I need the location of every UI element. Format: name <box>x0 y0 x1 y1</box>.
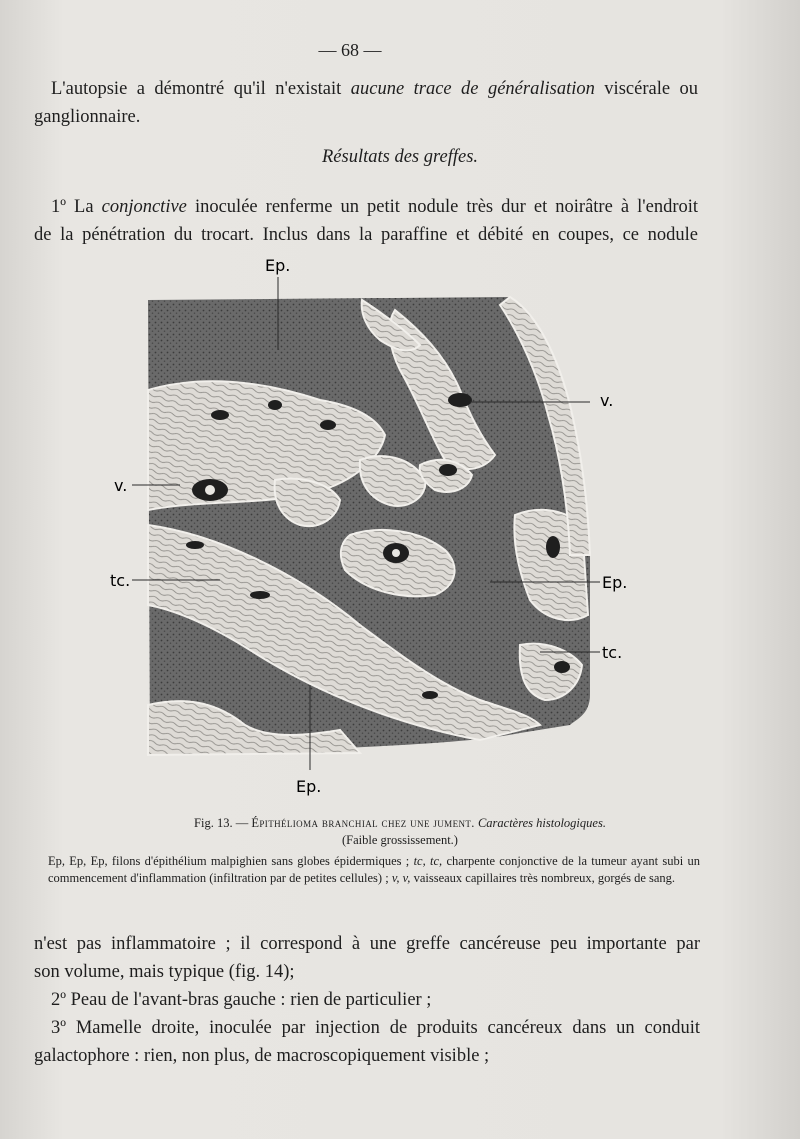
label-ep-bottom: Ep. <box>296 777 322 796</box>
text-run: 1º La <box>51 197 102 217</box>
figure-legend <box>48 853 700 887</box>
paragraph-resultats <box>34 930 700 1070</box>
paragraph-autopsie-line-1 <box>34 75 698 103</box>
figure-caption <box>0 815 800 832</box>
label-tc-left: tc. <box>110 571 131 590</box>
paragraph-autopsie-line-2: ganglionnaire. <box>34 107 141 127</box>
figure-number: Fig. 13. — <box>194 816 252 830</box>
paragraph-conjonctive-line-1 <box>34 193 698 221</box>
label-ep-top: Ep. <box>265 256 291 275</box>
legend-abbr-v: v, v, <box>391 871 411 885</box>
histology-figure <box>100 255 660 815</box>
label-v-right: v. <box>600 391 614 410</box>
emphasis-text: conjonctive <box>101 197 187 217</box>
paragraph-conjonctive-line-2: de la pénétration du trocart. Inclus dans la paraffine et débité en coupes, ce nodule <box>34 225 698 245</box>
label-ep-right: Ep. <box>602 573 628 592</box>
paragraph-autopsie <box>34 75 698 131</box>
legend-text-v: vaisseaux capillaires très nombreux, gorgés de sang. <box>410 871 676 885</box>
paragraph-resultats-line-2: son volume, mais typique (fig. 14); <box>34 962 295 982</box>
figure-subtitle: Caractères histologiques. <box>474 816 606 830</box>
paragraph-conjonctive <box>34 193 698 249</box>
paragraph-resultats-line-5: galactophore : rien, non plus, de macroscopiquement visible ; <box>34 1046 490 1066</box>
page-number: — 68 — <box>318 40 382 60</box>
figure-magnification: (Faible grossissement.) <box>342 833 458 847</box>
paragraph-resultats-line-4: 3º Mamelle droite, inoculée par injection de produits cancéreux dans un conduit <box>51 1018 700 1038</box>
text-run: viscérale ou <box>594 79 698 99</box>
section-heading: Résultats des greffes. <box>321 147 479 167</box>
text-run: L'autopsie a démontré qu'il n'existait <box>51 79 351 99</box>
paragraph-resultats-line-1: n'est pas inflammatoire ; il correspond à une greffe cancéreuse peu importante par <box>34 934 700 954</box>
label-v-left: v. <box>114 476 128 495</box>
figure-title: Épithélioma branchial chez une jument. <box>251 816 475 830</box>
label-tc-right: tc. <box>602 643 623 662</box>
text-run: inoculée renferme un petit nodule très dur et noirâtre à l'endroit <box>186 197 699 217</box>
emphasis-text: aucune trace de généralisation <box>350 79 595 99</box>
paragraph-resultats-line-3: 2º Peau de l'avant-bras gauche : rien de particulier ; <box>51 990 432 1010</box>
legend-text-tc: charpente conjonctive de la tumeur ayant subi un commencement d'inflammation (infiltration par de petites cellules) ; <box>48 854 700 885</box>
legend-abbr-tc: tc, tc, <box>413 854 443 868</box>
legend-abbr-ep: Ep, Ep, Ep, <box>48 854 108 868</box>
legend-text-ep: filons d'épithélium malpighien sans globes épidermiques ; <box>107 854 414 868</box>
